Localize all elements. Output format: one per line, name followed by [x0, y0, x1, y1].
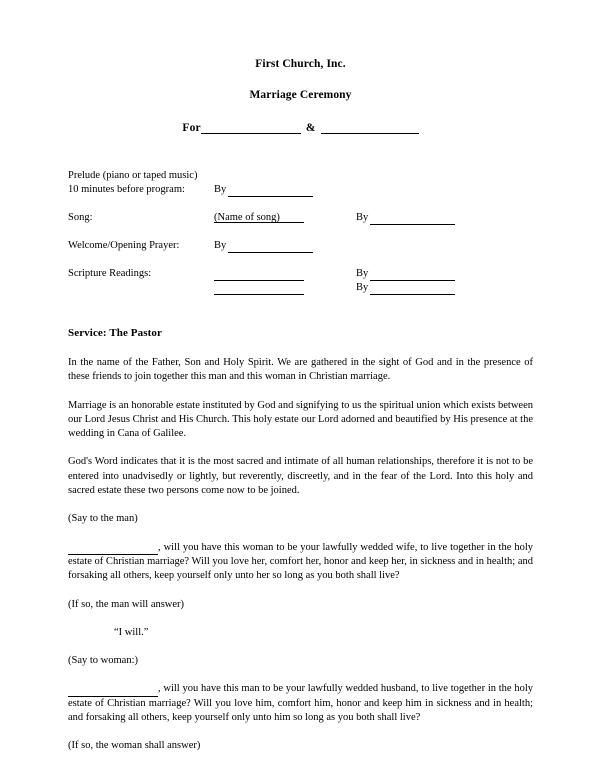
ceremony-body: [68, 356, 533, 754]
page-title: First Church, Inc.: [255, 58, 346, 70]
scripture-by-blank-2[interactable]: [370, 284, 455, 295]
program-row-prelude-line2: [68, 183, 533, 197]
vow-man: [68, 541, 533, 584]
song-name-value: (Name of song): [214, 211, 304, 223]
groom-name-blank[interactable]: [321, 122, 419, 134]
title-block: [68, 58, 533, 134]
welcome-by-prefix: By: [214, 240, 227, 251]
scripture-label: Scripture Readings:: [68, 268, 152, 279]
prelude-by-blank[interactable]: [228, 186, 313, 197]
stage-direction-say-to-woman: (Say to woman:): [68, 655, 138, 667]
ceremony-paragraph-2: Marriage is an honorable estate instituted by God and signifying to us the spiritual union which exists between our Lord Jesus Christ and His Church. This holy estate our Lord adorned and beautified by His presence at the wedding in Cana of Galilee.: [68, 399, 533, 440]
vow-woman: [68, 682, 533, 725]
vow-woman-text: , will you have this man to be your lawfully wedded husband, to live together in the holy estate of Christian marriage? Will you love him, comfort him, honor and keep him in sickness and in health; and forsaking all others, keep yourself only unto him so long as you both shall live?: [68, 683, 533, 724]
prelude-label: Prelude (piano or taped music): [68, 170, 198, 181]
woman-name-blank[interactable]: [68, 686, 158, 697]
stage-direction-man-answer: (If so, the man will answer): [68, 598, 185, 610]
for-names-line: [68, 122, 533, 134]
song-name-field[interactable]: [214, 211, 304, 225]
scripture-by-field-1: [356, 267, 455, 281]
program-row-scripture-line2: [68, 281, 533, 295]
program-row-welcome: [68, 239, 533, 253]
vow-man-text: , will you have this woman to be your lawfully wedded wife, to live together in the holy estate of Christian marriage? Will you love her, comfort her, honor and keep her, in sickness and in health; and forsaking all others, keep yourself only unto her so long as you both shall live?: [68, 541, 533, 582]
scripture-by-prefix-2: By: [356, 282, 369, 293]
bride-name-blank[interactable]: [201, 122, 301, 134]
scripture-reading-blank-1[interactable]: [214, 270, 304, 281]
ceremony-paragraph-3: God's Word indicates that it is the most sacred and intimate of all human relationships, therefore it is not to be entered into unadvisedly or lightly, but reverently, discreetly, and in the fear of the Lord. Into this holy and sacred estate these two persons come now to be joined.: [68, 456, 533, 497]
program-list: [68, 169, 533, 295]
man-answer-quote: “I will.”: [114, 626, 149, 638]
welcome-label: Welcome/Opening Prayer:: [68, 240, 180, 251]
program-row-scripture-line1: [68, 267, 533, 281]
service-heading: Service: The Pastor: [68, 327, 162, 339]
prelude-by-prefix: By: [214, 184, 227, 195]
program-row-prelude-line1: [68, 169, 533, 183]
stage-direction-say-to-man: (Say to the man): [68, 513, 138, 525]
prelude-time-label: 10 minutes before program:: [68, 184, 185, 195]
man-name-blank[interactable]: [68, 544, 158, 555]
song-label: Song:: [68, 212, 93, 223]
program-row-song: [68, 211, 533, 225]
welcome-by-blank[interactable]: [228, 242, 313, 253]
ceremony-paragraph-1: In the name of the Father, Son and Holy Spirit. We are gathered in the sight of God and in the presence of these friends to join together this man and this woman in Christian marriage.: [68, 357, 533, 383]
document-content: [68, 58, 533, 768]
scripture-by-blank-1[interactable]: [370, 270, 455, 281]
scripture-by-prefix-1: By: [356, 268, 369, 279]
song-by-prefix: By: [356, 212, 369, 223]
prelude-by-field: [214, 183, 313, 197]
ampersand: &: [305, 122, 316, 134]
for-label: For: [182, 122, 201, 134]
scripture-reading-field-1[interactable]: [214, 267, 304, 281]
song-by-field: [356, 211, 455, 225]
document-subtitle: Marriage Ceremony: [249, 89, 352, 101]
song-by-blank[interactable]: [370, 214, 455, 225]
welcome-by-field: [214, 239, 313, 253]
scripture-reading-blank-2[interactable]: [214, 284, 304, 295]
stage-direction-woman-answer: (If so, the woman shall answer): [68, 740, 201, 752]
scripture-by-field-2: [356, 281, 455, 295]
scripture-reading-field-2[interactable]: [214, 281, 304, 295]
